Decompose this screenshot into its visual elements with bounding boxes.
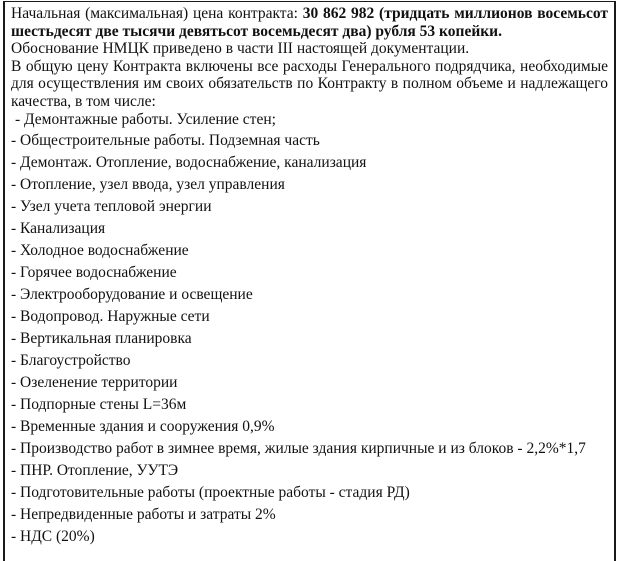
list-item: - Электрооборудование и освещение [11,286,253,303]
price-amount: 30 862 982 (тридцать миллионов восемьсот шестьдесят две тысячи девятьсот восемьдесят два) рубля 53 копейки. [11,5,608,40]
intro-block [11,5,608,110]
list-item: - Производство работ в зимнее время, жилые здания кирпичные и из блоков - 2,2%*1,7 [11,440,586,457]
contract-price-section [3,1,616,561]
list-item: - ПНР. Отопление, УУТЭ [11,462,179,479]
justification-text: Обоснование НМЦК приведено в части III настоящей документации. [11,40,470,57]
list-item: - НДС (20%) [11,528,95,545]
list-item: - Канализация [11,220,106,237]
list-item: - Демонтажные работы. Усиление стен; [15,111,276,128]
list-item: - Подготовительные работы (проектные работы - стадия РД) [11,484,410,501]
list-item: - Узел учета тепловой энергии [11,198,212,215]
included-costs-intro: В общую цену Контракта включены все расходы Генерального подрядчика, необходимые для осуществления им своих обязательств по Контракту в полном объеме и надлежащего качества, в том числе: [11,57,608,110]
cost-items-list [11,110,608,548]
list-item: - Общестроительные работы. Подземная часть [11,132,320,149]
list-item: - Благоустройство [11,352,131,369]
list-item: - Временные здания и сооружения 0,9% [11,418,275,435]
list-item: - Вертикальная планировка [11,330,192,347]
price-label: Начальная (максимальная) цена контракта: [11,5,303,22]
list-item: - Горячее водоснабжение [11,264,177,281]
list-item: - Непредвиденные работы и затраты 2% [11,506,276,523]
list-item: - Холодное водоснабжение [11,242,189,259]
list-item: - Отопление, узел ввода, узел управления [11,176,285,193]
list-item: - Подпорные стены L=36м [11,396,187,413]
list-item: - Водопровод. Наружные сети [11,308,210,325]
list-item: - Озеленение территории [11,374,178,391]
list-item: - Демонтаж. Отопление, водоснабжение, канализация [11,154,367,171]
price-paragraph [11,5,608,40]
